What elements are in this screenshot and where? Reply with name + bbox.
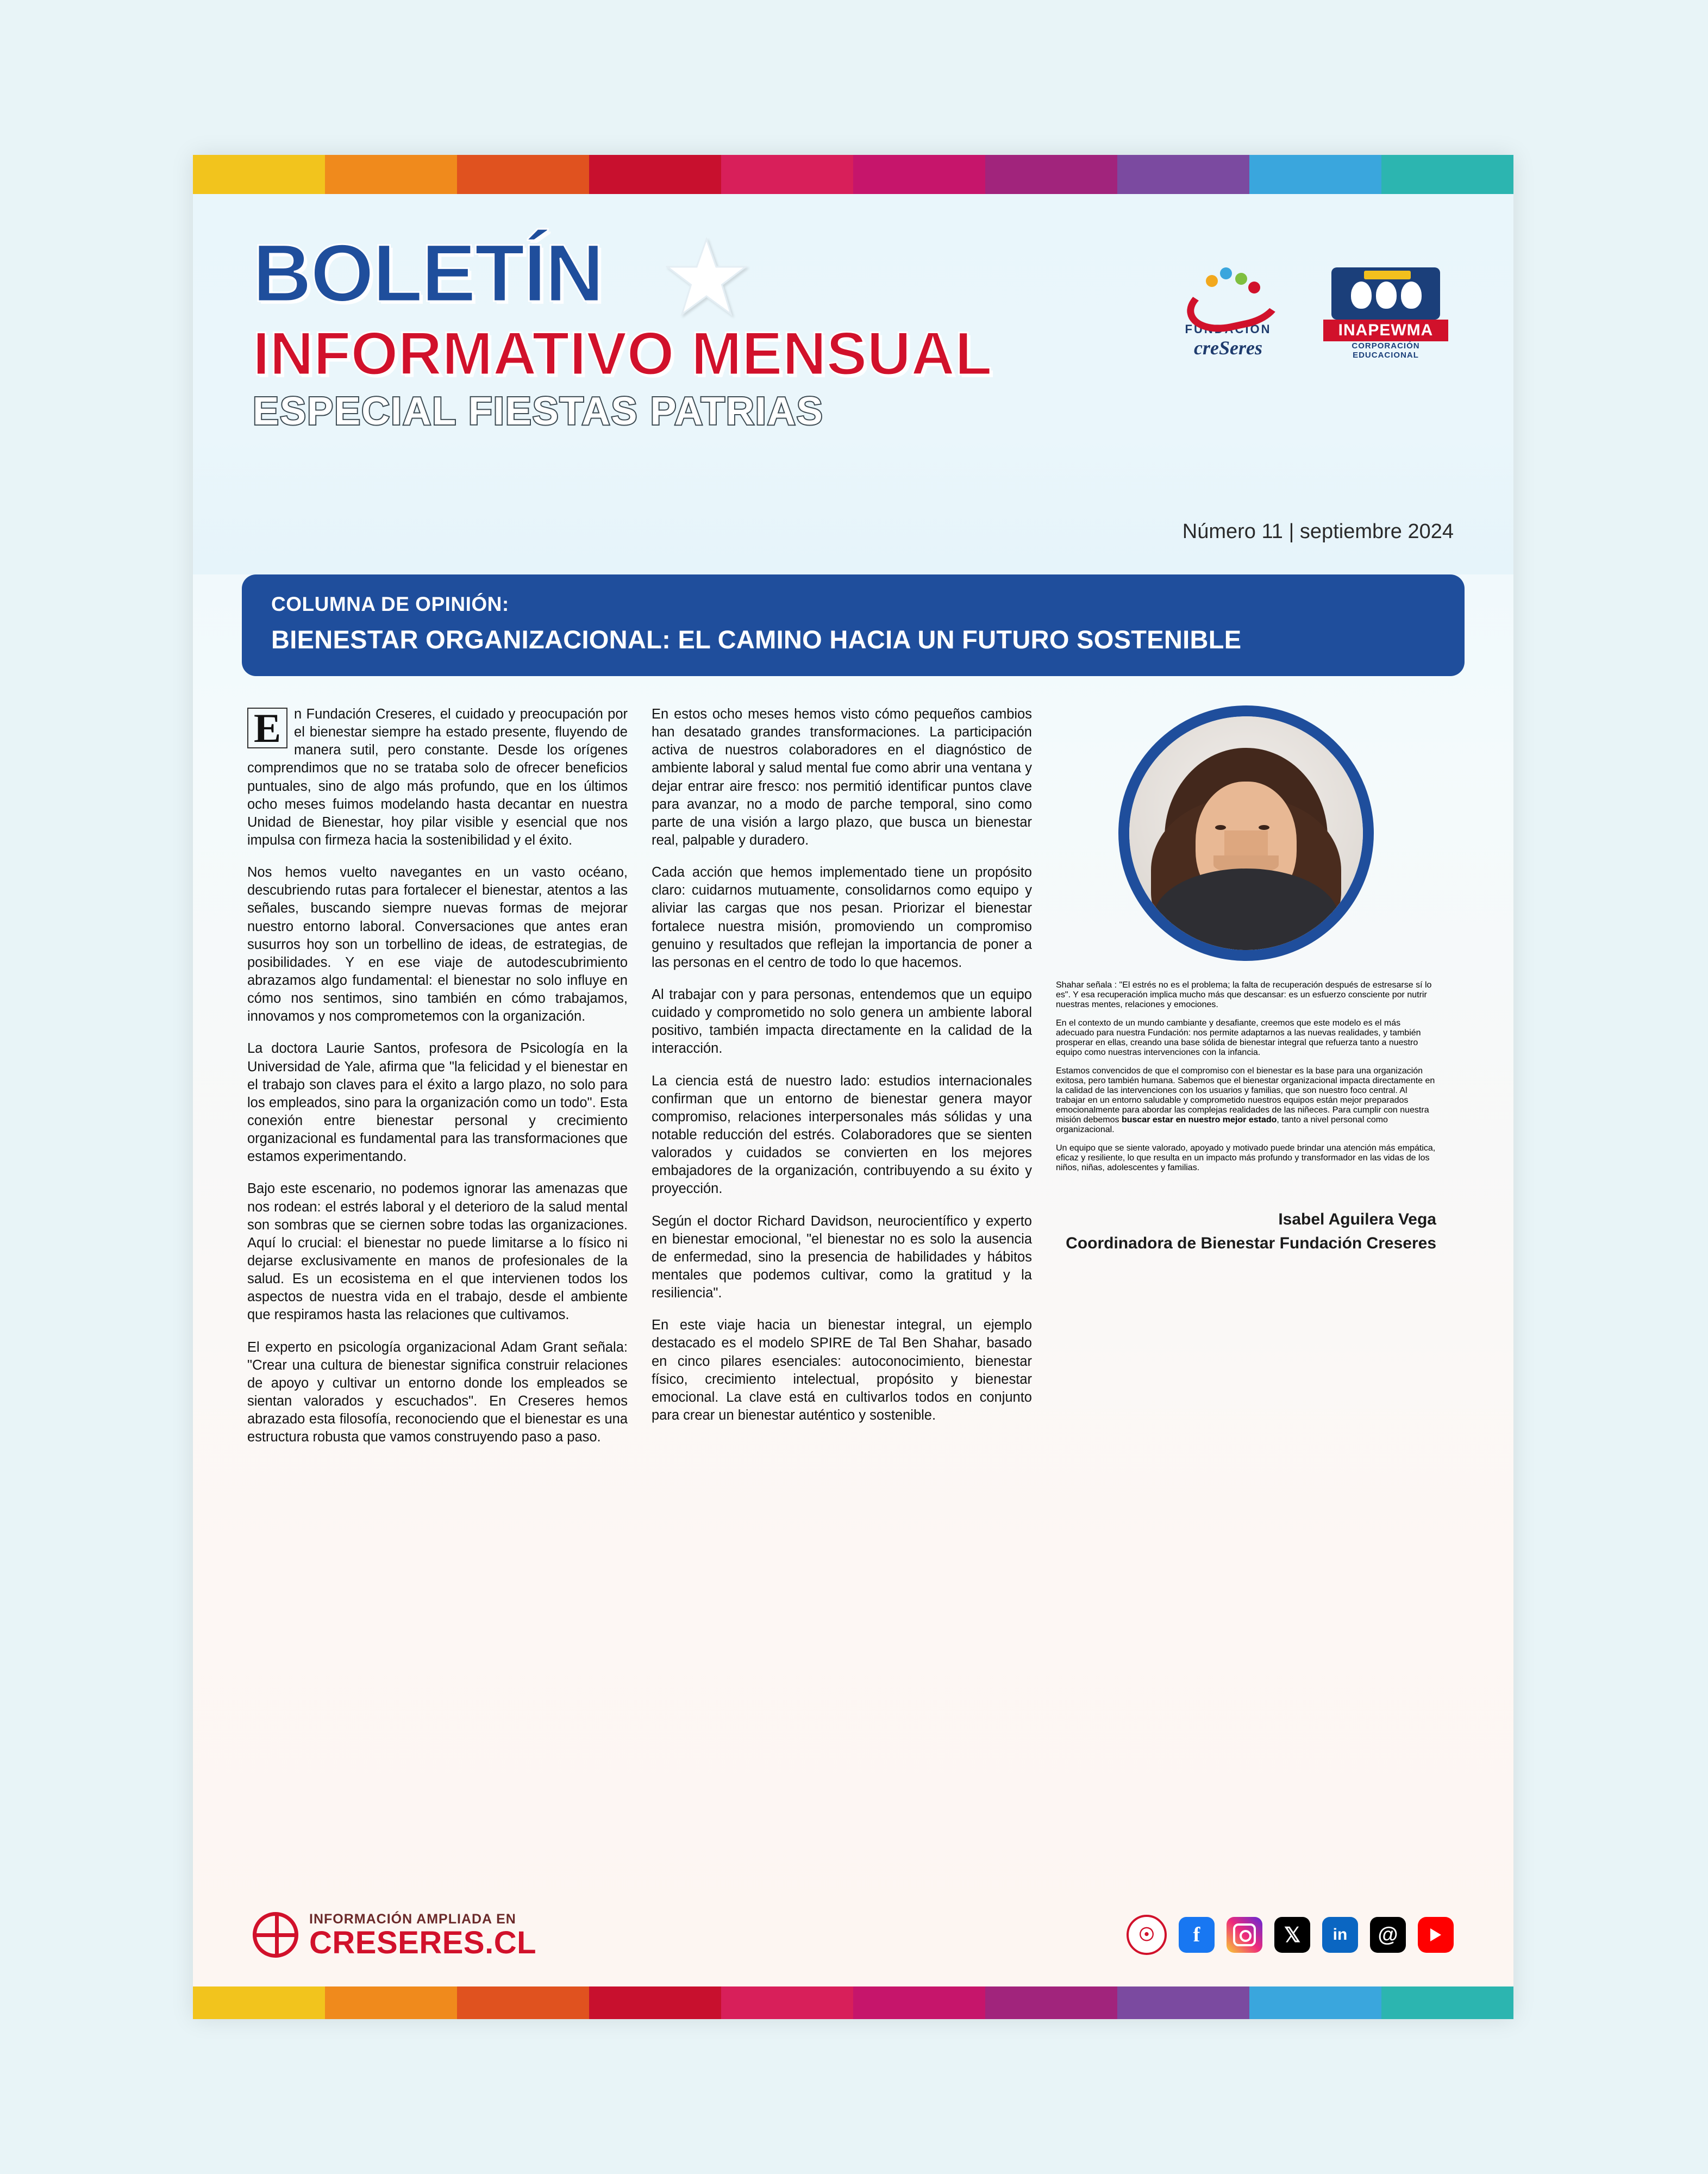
logo-group [1166,267,1448,360]
x-twitter-icon[interactable]: 𝕏 [1274,1917,1310,1953]
paragraph [247,705,628,849]
strip-swatch [325,155,457,194]
opinion-kicker: COLUMNA DE OPINIÓN: [271,593,509,615]
newsletter-page [193,155,1513,2019]
strip-swatch [589,1986,721,2019]
strip-swatch [193,1986,325,2019]
youtube-icon[interactable] [1418,1917,1454,1953]
strip-swatch [985,1986,1117,2019]
opinion-column-banner [242,574,1465,676]
masthead-subtitle-especial: ESPECIAL FIESTAS PATRIAS [253,390,824,433]
strip-swatch [457,155,589,194]
inapewma-logo-name: INAPEWMA [1323,320,1448,341]
masthead [193,194,1513,574]
strip-swatch [1249,1986,1381,2019]
globe-icon [253,1912,298,1958]
website-kicker: INFORMACIÓN AMPLIADA EN [309,1911,516,1927]
strip-swatch [589,155,721,194]
top-color-strip [193,155,1513,194]
logo-inapewma [1323,267,1448,360]
web-icon[interactable]: ☉ [1127,1915,1167,1955]
paragraph-text: n Fundación Creseres, el cuidado y preocupación por el bienestar siempre ha estado presente, fluyendo de manera sutil, pero constante. Desde los orígenes comprendimos que no se trataba solo de ofrecer beneficios puntuales, sino de algo más profundo, que en los últimos ocho meses fuimos modelando hasta decantar en nuestra Unidad de Bienestar, hoy pilar visible y esencial que nos impulsa con firmeza hacia la sostenibilidad y el éxito. [247,707,628,848]
strip-swatch [193,155,325,194]
author-signature [1056,1208,1436,1255]
strip-swatch [853,155,985,194]
inapewma-mark-icon [1331,267,1440,320]
author-role: Coordinadora de Bienestar Fundación Creseres [1066,1234,1436,1252]
creseres-mark-icon [1182,267,1274,319]
facebook-icon[interactable]: f [1179,1917,1215,1953]
strip-swatch [985,155,1117,194]
author-name: Isabel Aguilera Vega [1278,1210,1436,1228]
strip-swatch [457,1986,589,2019]
website-url[interactable]: CRESERES.CL [309,1925,537,1960]
paragraph: Según el doctor Richard Davidson, neurocientífico y experto en bienestar emocional, "el bienestar no es solo la ausencia de enfermedad, sino la presencia de habilidades y hábitos mentales que podemos cultivar, como la gratitud y la resiliencia". [652,1213,1032,1301]
article-column-2 [652,705,1032,1460]
article-column-1 [247,705,628,1460]
social-links [1127,1915,1454,1955]
bottom-color-strip [193,1986,1513,2019]
strip-swatch [1117,155,1249,194]
strip-swatch [721,155,853,194]
paragraph: Nos hemos vuelto navegantes en un vasto océano, descubriendo rutas para fortalecer el bienestar, atentos a las señales, buscando siempre nuevas formas de mejorar nuestro entorno laboral. Conversaciones que antes eran susurros hoy son un torbellino de ideas, de estrategias, de posibilidades. Y en ese viaje de autodescubrimiento abrazamos algo fundamental: el bienestar no solo influye en cómo nos sentimos, sino también en cómo trabajamos, innovamos y nos comprometemos con la organización. [247,865,628,1024]
paragraph: Shahar señala : "El estrés no es el problema; la falta de recuperación después de estresarse sí lo es". Y esa recuperación implica mucho más que descansar: es un esfuerzo consciente por nutrir nuestras mentes, relaciones y emociones. [1056,980,1432,1009]
strip-swatch [853,1986,985,2019]
masthead-title-boletin: BOLETÍN [253,227,603,318]
threads-icon[interactable]: @ [1370,1917,1406,1953]
page-footer [193,1883,1513,1986]
strip-swatch [1117,1986,1249,2019]
creseres-logo-name: creSeres [1194,337,1262,359]
paragraph: La doctora Laurie Santos, profesora de Psicología en la Universidad de Yale, afirma que "la felicidad y el bienestar en el trabajo son claves para el éxito a largo plazo, no solo para los empleados, sino para la organización como un todo". Esta conexión entre bienestar personal y crecimiento organizacional es fundamental para las transformaciones que estamos experimentando. [247,1041,628,1165]
paragraph: Al trabajar con y para personas, entendemos que un equipo cuidado y comprometido no solo genera un ambiente laboral positivo, también impacta directamente en la calidad de la interacción. [652,986,1032,1057]
paragraph: El experto en psicología organizacional Adam Grant señala: "Crear una cultura de bienestar significa construir relaciones de apoyo y cultivar un entorno donde los empleados se sientan valorados y escuchados". En Creseres hemos abrazado esta filosofía, reconociendo que el bienestar es una estructura robusta que vamos construyendo paso a paso. [247,1339,628,1445]
star-icon [666,238,747,319]
paragraph: En estos ocho meses hemos visto cómo pequeños cambios han desatado grandes transformaciones. La participación activa de nuestros colaboradores en el diagnóstico de ambiente laboral y salud mental fue como abrir una ventana y dejar entrar aire fresco: nos permitió identificar puntos clave para avanzar, no a modo de parche temporal, sino como parte de una visión a largo plazo, que busca un bienestar real, palpable y duradero. [652,707,1032,848]
paragraph: Un equipo que se siente valorado, apoyado y motivado puede brindar una atención más empática, eficaz y resiliente, lo que resulta en un impacto más profundo y transformador en las vidas de los niños, niñas, adolescentes y familias. [1056,1144,1436,1172]
strip-swatch [1381,155,1513,194]
strip-swatch [325,1986,457,2019]
paragraph: Estamos convencidos de que el compromiso con el bienestar es la base para una organización exitosa, pero también humana. Sabemos que el bienestar organizacional impacta directamente en la calidad de las intervenciones con los usuarios y familias, que son nuestro foco central. Al trabajar en un entorno saludable y comprometido nuestros equipos están mejor preparados emocionalmente para abordar las complejas realidades de las niñeces. Para cumplir con nuestra misión debemos buscar estar en nuestro mejor estado, tanto a nivel personal como organizacional. [1056,1066,1435,1134]
paragraph: La ciencia está de nuestro lado: estudios internacionales confirman que un entorno de bienestar genera mayor compromiso, relaciones interpersonales más sólidas y una notable reducción del estrés. Colaboradores que se sienten valorados y cuidados se convierten en los mejores embajadores de la organización, contribuyendo a su éxito y proyección. [652,1073,1032,1197]
inapewma-logo-sub: CORPORACIÓN EDUCACIONAL [1352,341,1420,360]
linkedin-icon[interactable]: in [1322,1917,1358,1953]
masthead-title-informativo: INFORMATIVO MENSUAL [253,320,992,388]
masthead-titles [253,227,992,433]
website-block[interactable] [253,1911,536,1959]
opinion-title: BIENESTAR ORGANIZACIONAL: EL CAMINO HACIA UN FUTURO SOSTENIBLE [271,625,1242,654]
paragraph: Bajo este escenario, no podemos ignorar las amenazas que nos rodean: el estrés laboral y el deterioro de la salud mental son sombras que se ciernen sobre todas las organizaciones. Aquí lo crucial: el bienestar no puede limitarse a lo físico ni dejarse exclusivamente en manos de profesionales de la salud. Es un ecosistema en el que intervienen todos los aspectos de nuestra vida en el trabajo, desde el ambiente que respiramos hasta las relaciones que cultivamos. [247,1181,628,1323]
strip-swatch [1249,155,1381,194]
creseres-logo-top-text: FUNDACIÓN [1185,322,1272,336]
paragraph: En este viaje hacia un bienestar integral, un ejemplo destacado es el modelo SPIRE de Tal Ben Shahar, basado en cinco pilares esenciales: autoconocimiento, bienestar físico, crecimiento intelectual, propósito y bienestar emocional. La clave está en cultivarlos todos en conjunto para crear un bienestar auténtico y sostenible. [652,1317,1032,1423]
instagram-icon[interactable] [1227,1917,1262,1953]
paragraph: Cada acción que hemos implementado tiene un propósito claro: cuidarnos mutuamente, consolidarnos como equipo y aliviar las cargas que nos pesan. Priorizar el bienestar fortalece nuestra misión, promoviendo un compromiso genuino y resultados que reflejan la importancia de poner a las personas en el centro de todo lo que hacemos. [652,865,1032,970]
article-body [247,705,1459,1460]
drop-cap: E [247,708,287,748]
strip-swatch [721,1986,853,2019]
strip-swatch [1381,1986,1513,2019]
issue-label: Número 11 | septiembre 2024 [1182,520,1454,543]
author-portrait [1118,705,1374,961]
logo-fundacion-creseres [1166,267,1291,359]
article-column-3 [1056,705,1436,1460]
paragraph: En el contexto de un mundo cambiante y desafiante, creemos que este modelo es el más adecuado para nuestra Fundación: nos permite adaptarnos a las nuevas realidades, y también prosperar en ellas, creando una base sólida de bienestar integral que refuerza tanto a nuestro equipo como nuestras intervenciones con la infancia. [1056,1019,1421,1057]
